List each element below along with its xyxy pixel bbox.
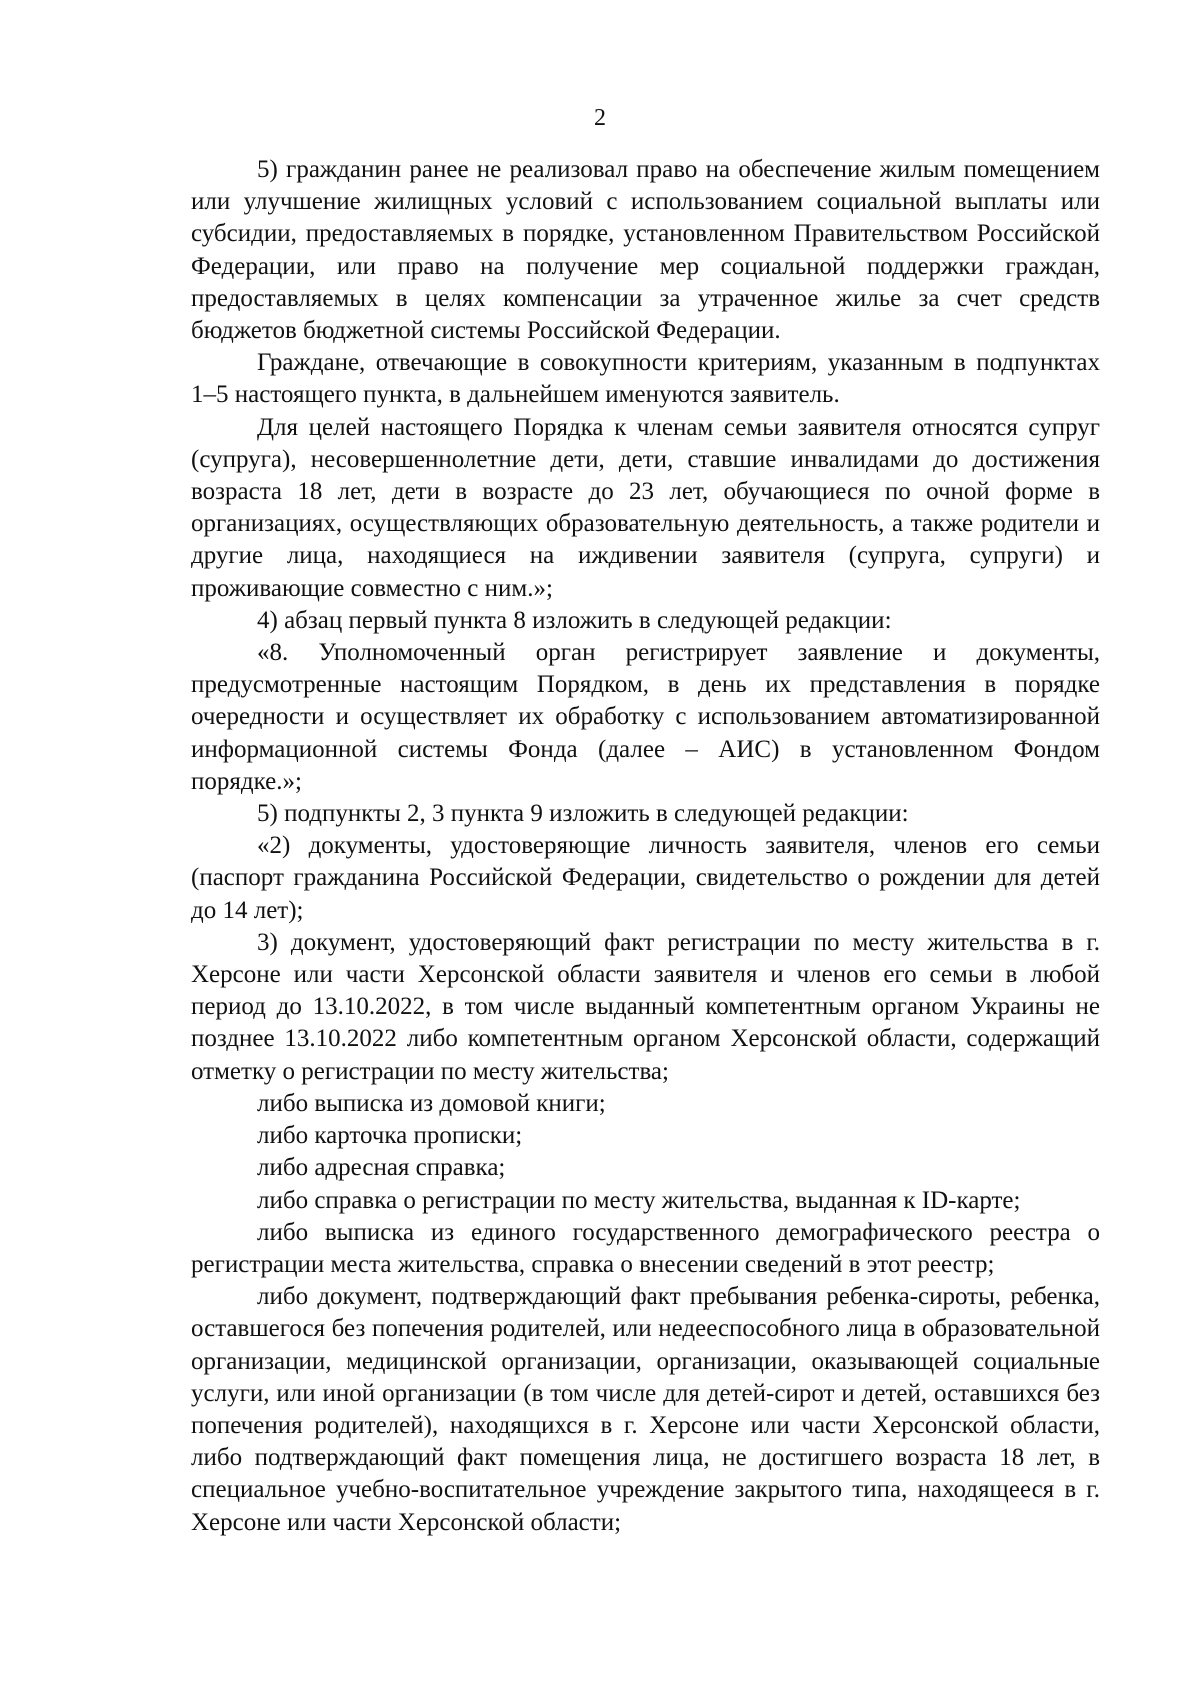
paragraph-subclause-3: 3) документ, удостоверяющий факт регистрации по месту жительства в г. Херсоне или части Херсонской области заявителя и членов его семьи в любой период до 13.10.2022, в том числе выданный компетентным органом Украины не позднее 13.10.2022 либо компетентным органом Херсонской области, содержащий отметку о регистрации по месту жительства;: [191, 928, 1100, 1085]
paragraph-address-certificate: либо адресная справка;: [257, 1154, 506, 1182]
paragraph-id-card-certificate: либо справка о регистрации по месту жительства, выданная к ID-карте;: [257, 1186, 1021, 1214]
page-number: 2: [594, 105, 606, 131]
paragraph-clause-8: «8. Уполномоченный орган регистрирует заявление и документы, предусмотренные настоящим Порядком, в день их представления в порядке очередности и осуществляет их обработку с использованием автоматизированной информационной системы Фонда (далее – АИС) в установленном Фондом порядке.»;: [191, 639, 1100, 795]
document-body: [191, 154, 1100, 1539]
paragraph-criterion-5: 5) гражданин ранее не реализовал право на обеспечение жилым помещением или улучшение жилищных условий с использованием социальной выплаты или субсидии, предоставляемых в порядке, установленном Правительством Российской Федерации, или право на получение мер социальной поддержки граждан, предоставляемых в целях компенсации за утраченное жилье за счет средств бюджетов бюджетной системы Российской Федерации.: [191, 156, 1100, 345]
paragraph-applicant-definition: Граждане, отвечающие в совокупности критериям, указанным в подпунктах 1–5 настоящего пункта, в дальнейшем именуются заявитель.: [191, 349, 1100, 409]
paragraph-amendment-5: 5) подпункты 2, 3 пункта 9 изложить в следующей редакции:: [257, 800, 909, 828]
paragraph-house-book: либо выписка из домовой книги;: [257, 1089, 606, 1117]
paragraph-family-members: Для целей настоящего Порядка к членам семьи заявителя относятся супруг (супруга), несовершеннолетние дети, дети, ставшие инвалидами до достижения возраста 18 лет, дети в возрасте до 23 лет, обучающиеся по очной форме в организациях, осуществляющих образовательную деятельность, а также родители и другие лица, находящиеся на иждивении заявителя (супруга, супруги) и проживающие совместно с ним.»;: [191, 413, 1100, 602]
paragraph-demographic-registry: либо выписка из единого государственного демографического реестра о регистрации места жительства, справка о внесении сведений в этот реестр;: [191, 1218, 1100, 1278]
paragraph-registration-card: либо карточка прописки;: [257, 1122, 523, 1150]
paragraph-subclause-2: «2) документы, удостоверяющие личность заявителя, членов его семьи (паспорт гражданина Российской Федерации, свидетельство о рождении для детей до 14 лет);: [191, 832, 1100, 924]
paragraph-orphan-stay-document: либо документ, подтверждающий факт пребывания ребенка-сироты, ребенка, оставшегося без попечения родителей, или недееспособного лица в образовательной организации, медицинской организации, организации, оказывающей социальные услуги, или иной организации (в том числе для детей-сирот и детей, оставшихся без попечения родителей), находящихся в г. Херсоне или части Херсонской области, либо подтверждающий факт помещения лица, не достигшего возраста 18 лет, в специальное учебно-воспитательное учреждение закрытого типа, находящееся в г. Херсоне или части Херсонской области;: [191, 1283, 1100, 1536]
paragraph-amendment-4: 4) абзац первый пункта 8 изложить в следующей редакции:: [257, 606, 892, 634]
